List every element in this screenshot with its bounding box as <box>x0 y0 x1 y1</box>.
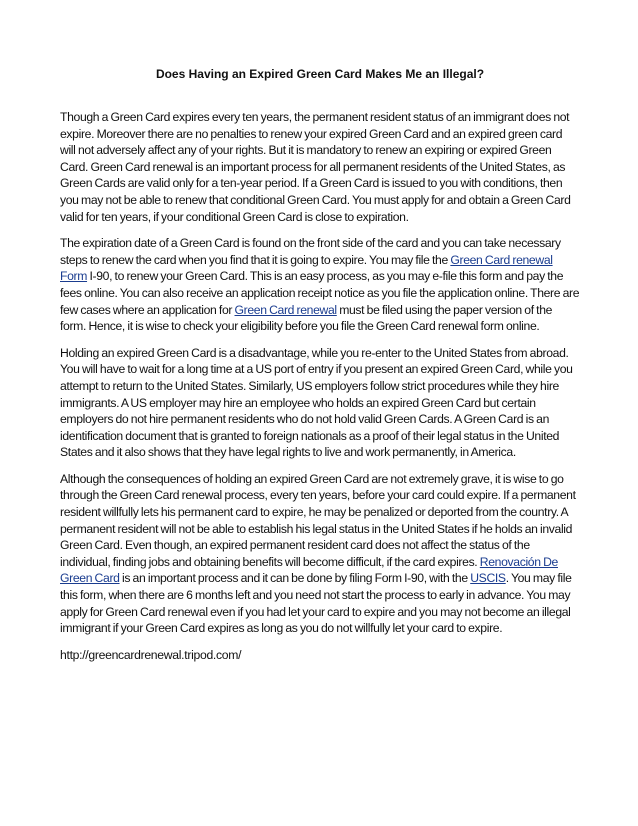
paragraph-2 <box>60 235 580 335</box>
paragraph-4-text-2: is an important process and it can be done by filing Form I-90, with the <box>119 571 471 586</box>
uscis-link[interactable]: USCIS <box>470 571 506 586</box>
paragraph-2-text-2: I-90, to renew your Green Card. This is an easy process, as you may e-file this form and pay the fees online. You can also receive an application receipt notice as you file the application online. There are few cases where an application for <box>60 269 580 317</box>
paragraph-1: Though a Green Card expires every ten years, the permanent resident status of an immigrant does not expire. Moreover there are no penalties to renew your expired Green Card and an expired green card will not adversely affect any of your rights. But it is mandatory to renew an expiring or expired Green Card. Green Card renewal is an important process for all permanent residents of the United States, as Green Cards are valid only for a ten-year period. If a Green Card is issued to you with conditions, then you may not be able to renew that conditional Green Card. You must apply for and obtain a Green Card valid for ten years, if your conditional Green Card is close to expiration. <box>60 110 571 224</box>
paragraph-2-text-1: The expiration date of a Green Card is found on the front side of the card and you can take necessary steps to renew the card when you find that it is going to expire. You may file the <box>60 236 561 267</box>
paragraph-2-text-3: must be filed using the paper version of the form. Hence, it is wise to check your eligibility before you file the Green Card renewal form online. <box>60 302 553 334</box>
paragraph-4-text-3: . You may file this form, when there are 6 months left and you need not start the process to early in advance. You may apply for Green Card renewal even if you had let your card to expire and you may not become an illegal immigrant if your Green Card expires as long as you do not willfully let your card to expire. <box>60 571 572 636</box>
paragraph-3: Holding an expired Green Card is a disadvantage, while you re-enter to the United States from abroad. You will have to wait for a long time at a US port of entry if you present an expired Green Card, while you attempt to return to the United States. Similarly, US employers follow strict procedures while they hire immigrants. A US employer may hire an employee who holds an expired Green Card but certain employers do not hire permanent residents who do not hold valid Green Cards. A Green Card is an identification document that is granted to foreign nationals as a proof of their legal status in the United States and it also shows that they have legal rights to live and work permanently, in America. <box>60 345 573 460</box>
green-card-renewal-form-link[interactable]: Green Card renewal Form <box>60 252 553 284</box>
document-page <box>60 66 580 663</box>
document-title: Does Having an Expired Green Card Makes Me an Illegal? <box>155 67 485 81</box>
paragraph-4 <box>60 471 580 637</box>
green-card-renewal-link[interactable]: Green Card renewal <box>234 302 337 317</box>
renovacion-de-green-card-link[interactable]: Renovación De Green Card <box>60 554 558 586</box>
paragraph-4-text-1: Although the consequences of holding an expired Green Card are not extremely grave, it is wise to go through the Green Card renewal process, every ten years, before your card could expire. If a permanent resident willfully lets his permanent card to expire, he may be penalized or deported from the country. A permanent resident will not be able to establish his legal status in the United States if he holds an invalid Green Card. Even though, an expired permanent resident card does not affect the status of the individual, finding jobs and obtaining benefits will become difficult, if the card expires. <box>60 471 576 569</box>
source-url: http://greencardrenewal.tripod.com/ <box>60 647 242 662</box>
